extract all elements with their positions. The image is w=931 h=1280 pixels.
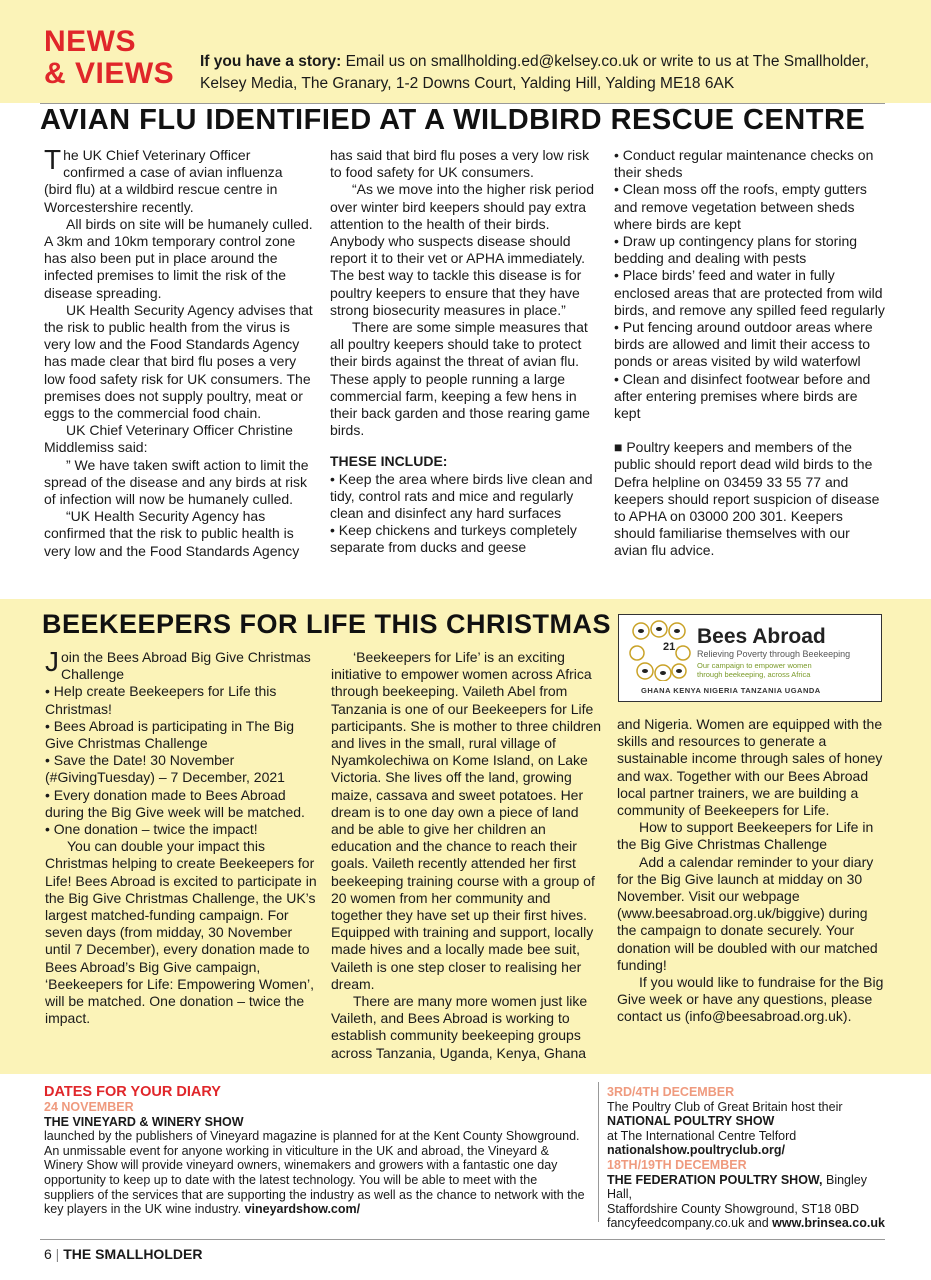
avian-p1: The UK Chief Veterinary Officer confirmed a case of avian influenza (bird flu) at a wildbird rescue centre in Worcestershire recently. — [44, 144, 283, 215]
diary-event-1: THE VINEYARD & WINERY SHOW — [44, 1114, 244, 1129]
diary-venue-3a: Bingley Hall, — [607, 1172, 867, 1202]
avian-col-2 — [330, 147, 596, 557]
bees-bullet-2: • Bees Abroad is participating in The Big Give Christmas Challenge — [45, 717, 295, 752]
bees-logo-countries: GHANA KENYA NIGERIA TANZANIA UGANDA — [641, 686, 821, 695]
bees-bullet-3: • Save the Date! 30 November (#GivingTuesday) – 7 December, 2021 — [45, 752, 285, 786]
section-logo — [44, 26, 174, 90]
logo-line-news: NEWS — [44, 25, 136, 58]
bees-bullet-4: • Every donation made to Bees Abroad during the Big Give week will be matched. — [45, 786, 305, 820]
bees-abroad-logo — [618, 614, 882, 702]
story-text-2: Kelsey Media, The Granary, 1-2 Downs Court, Yalding Hill, Yalding ME18 6AK — [200, 75, 735, 92]
bees-title: BEEKEEPERS FOR LIFE THIS CHRISTMAS — [42, 609, 612, 639]
avian-bullet-1: • Keep the area where birds live clean and tidy, control rats and mice and regularly clean and disinfect any hard surfaces — [330, 470, 593, 522]
avian-p3: UK Health Security Agency advises that the risk to public health from the virus is very low and the Food Standards Agency has made clear that bird flu poses a very low food safety risk for UK consumers. The premises does not supply poultry, meat or eggs to the commercial food chain. — [44, 301, 313, 422]
bees-p3: and Nigeria. Women are equipped with the skills and resources to generate a sustainable income through sales of honey and wax. Together with our Bees Abroad local partner trainers, we are building a community of Beekeepers for Life. — [617, 716, 883, 819]
diary-date-2: 3RD/4TH DECEMBER — [607, 1085, 735, 1099]
diary-divider — [598, 1082, 599, 1222]
diary-link-2[interactable]: nationalshow.poultryclub.org/ — [607, 1143, 786, 1158]
avian-bullet-4: • Clean moss off the roofs, empty gutters and remove vegetation between sheds where birds are kept — [614, 181, 867, 232]
diary-date-1: 24 NOVEMBER — [44, 1100, 134, 1114]
bees-logo-tagline: Relieving Poverty through Beekeeping — [697, 649, 851, 659]
bee-honeycomb-icon — [627, 619, 695, 681]
avian-p4: UK Chief Veterinary Officer Christine Middlemiss said: — [44, 422, 293, 456]
diary-event-2: NATIONAL POULTRY SHOW — [607, 1114, 775, 1129]
diary-link-3b[interactable]: www.brinsea.co.uk — [772, 1216, 885, 1231]
diary-link-1[interactable]: vineyardshow.com/ — [244, 1202, 361, 1217]
avian-p2: All birds on site will be humanely culled. A 3km and 10km temporary control zone has also been put in place around the infected premises to limit the risk of the disease spreading. — [44, 215, 313, 301]
story-contact — [200, 51, 869, 95]
avian-note: ■ Poultry keepers and members of the public should report dead wild birds to the Defra helpline on 03459 33 55 77 and keepers should report suspicion of disease to APHA on 03000 200 301. Keepers should familiarise themselves with our avian flu advice. — [614, 439, 880, 559]
avian-p9: There are some simple measures that all poultry keepers should take to protect their birds against the threat of avian flu. These apply to people running a large commercial farm, keeping a few hens in their back garden and those rearing game birds. — [330, 319, 590, 439]
avian-bullet-7: • Put fencing around outdoor areas where birds are allowed and limit their access to ponds or areas visited by wild waterfowl — [614, 319, 873, 370]
avian-col-1 — [44, 144, 314, 560]
avian-bullet-2: • Keep chickens and turkeys completely separate from ducks and geese — [330, 522, 577, 556]
avian-bullet-3: • Conduct regular maintenance checks on their sheds — [614, 147, 874, 181]
logo-line-views: & VIEWS — [44, 57, 175, 90]
diary-text-2: The Poultry Club of Great Britain host their — [607, 1099, 843, 1114]
bees-p1: ‘Beekeepers for Life’ is an exciting initiative to empower women across Africa through beekeeping. Vaileth Abel from Tanzania is one of our Beekeepers for Life participants. She is mother to three children and lives in the small, rural village of Nyamkolechiwa on Kome Island, on Lake Victoria. She lives off the land, growing maize, cassava and sweet potatoes. Her dream is to one day own a piece of land and be able to give her children an education and the chance to reach their goals. Vaileth recently attended her first beekeeping training course with a group of 20 women from her community and together they have set up their first hives. Equipped with training and support, locally made hives and a locally made bee suit, Vaileth is one step closer to realising her dream. — [331, 649, 602, 992]
diary-link-3a[interactable]: fancyfeedcompany.co.uk and — [607, 1216, 773, 1231]
magazine-name: THE SMALLHOLDER — [63, 1246, 203, 1262]
bees-p5: Add a calendar reminder to your diary for the Big Give launch at midday on 30 November. Visit our webpage (www.beesabroad.org.uk/biggive) during the campaign to donate securely. Your donation will be doubled with our matched funding! — [617, 853, 878, 973]
avian-p5: ” We have taken swift action to limit the spread of the disease and any birds at risk of infection will now be humanely culled. — [44, 456, 309, 508]
avian-subhead: THESE INCLUDE: — [330, 453, 448, 470]
page-number: 6 — [44, 1246, 52, 1262]
bees-p2: There are many more women just like Vaileth, and Bees Abroad is working to establish community beekeeping groups across Tanzania, Uganda, Kenya, Ghana — [331, 993, 588, 1061]
diary-left — [44, 1084, 586, 1217]
diary-event-3: THE FEDERATION POULTRY SHOW, — [607, 1172, 823, 1187]
bees-col1-para: You can double your impact this Christmas helping to create Beekeepers for Life! Bees Abroad is excited to participate in the Big Give Christmas Challenge, the UK’s largest matched-funding campaign. For seven days (from midday, 30 November until 7 December), every donation made to Bees Abroad’s Big Give campaign, ‘Beekeepers for Life: Empowering Women’, will be matched. One donation – twice the impact. — [45, 838, 317, 1027]
page-footer — [44, 1246, 202, 1262]
avian-bullet-6: • Place birds’ feed and water in fully enclosed areas that are protected from wild birds, and remove any spilled feed regularly — [614, 267, 885, 318]
story-text-1: Email us on smallholding.ed@kelsey.co.uk or write to us at The Smallholder, — [341, 53, 870, 70]
avian-p7: has said that bird flu poses a very low risk to food safety for UK consumers. — [330, 147, 590, 181]
bees-logo-number: 21 — [663, 641, 676, 653]
bees-p4: How to support Beekeepers for Life in the Big Give Christmas Challenge — [617, 819, 874, 853]
bees-col-3 — [617, 716, 885, 1026]
avian-bullet-5: • Draw up contingency plans for storing bedding and dealing with pests — [614, 233, 858, 267]
bees-logo-name: Bees Abroad — [697, 625, 826, 648]
diary-venue-3b: Staffordshire County Showground, ST18 0BD — [607, 1201, 859, 1216]
bees-intro: Join the Bees Abroad Big Give Christmas Challenge — [45, 646, 311, 683]
footer-sep: | — [51, 1246, 64, 1262]
diary-right — [607, 1085, 887, 1231]
bees-logo-campaign: Our campaign to empower women through beekeeping, across Africa — [697, 661, 812, 679]
avian-p6: “UK Health Security Agency has confirmed that the risk to public health is very low and the Food Standards Agency — [44, 508, 300, 559]
avian-col-3 — [614, 147, 886, 560]
bees-col-2 — [331, 649, 602, 1062]
avian-p8: “As we move into the higher risk period over winter bird keepers should pay extra attention to the health of their birds. Anybody who suspects disease should report it to their vet or APHA immediately. The best way to tackle this disease is for poultry keepers to ensure that they have strong biosecurity measures in place.” — [330, 181, 594, 318]
bees-p6: If you would like to fundraise for the Big Give week or have any questions, please contact us (info@beesabroad.org.uk). — [617, 974, 884, 1025]
diary-heading: DATES FOR YOUR DIARY — [44, 1084, 221, 1100]
avian-bullet-8: • Clean and disinfect footwear before and after entering premises where birds are kept — [614, 370, 871, 422]
footer-rule — [40, 1239, 885, 1240]
bees-bullet-1: • Help create Beekeepers for Life this Christmas! — [45, 683, 277, 717]
story-lead: If you have a story: — [200, 53, 342, 70]
diary-text-1: launched by the publishers of Vineyard magazine is planned for at the Kent County Showground. An unmissable event for anyone working in viticulture in the UK and abroad, the Vineyard & Winery Show will provide vineyard owners, winemakers and growers with a fantastic one day opportunity to keep up to date with the latest technology. You will be able to meet with the suppliers of the services that are supporting the industry as well as the chance to network with the key players in the UK wine industry. — [44, 1129, 585, 1217]
avian-title: AVIAN FLU IDENTIFIED AT A WILDBIRD RESCUE CENTRE — [40, 104, 866, 136]
bees-col-1 — [45, 646, 317, 1027]
diary-venue-2: at The International Centre Telford — [607, 1128, 797, 1143]
bees-bullet-5: • One donation – twice the impact! — [45, 821, 258, 838]
diary-date-3: 18TH/19TH DECEMBER — [607, 1157, 747, 1172]
